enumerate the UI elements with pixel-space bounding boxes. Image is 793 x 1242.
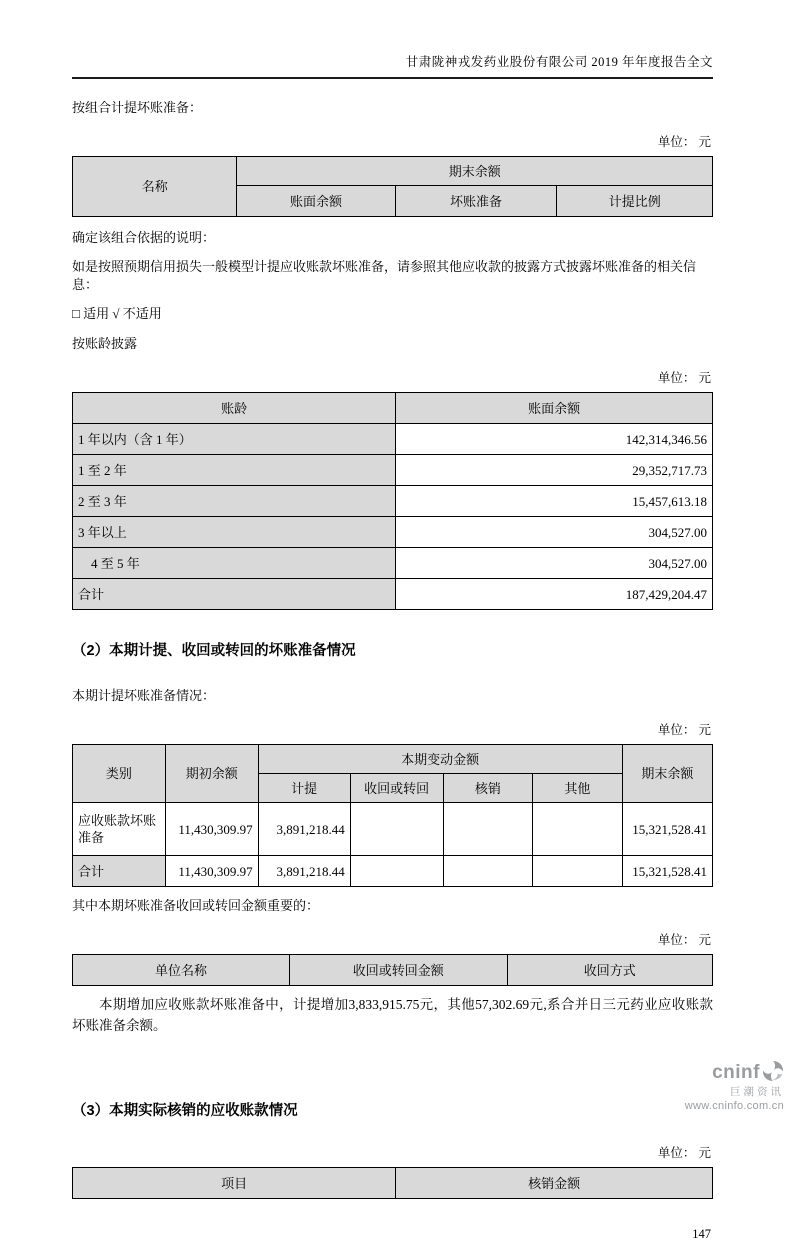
aging-row-label: 1 至 2 年 <box>73 455 396 486</box>
prov-row-recovered <box>350 803 443 856</box>
prov-col-writeoff: 核销 <box>443 774 533 803</box>
recovery-col-amount: 收回或转回金额 <box>289 955 507 986</box>
prov-col-recovered: 收回或转回 <box>350 774 443 803</box>
recovery-table <box>72 954 713 986</box>
unit-label-2: 单位： 元 <box>657 371 711 385</box>
prov-total-label: 合计 <box>73 856 166 887</box>
cninfo-logo-text: cninf <box>712 1061 760 1083</box>
prov-total-accrual: 3,891,218.44 <box>258 856 350 887</box>
aging-col-age: 账龄 <box>73 393 396 424</box>
page-number: 147 <box>692 1227 711 1241</box>
table-row <box>73 548 713 579</box>
aging-row-label: 2 至 3 年 <box>73 486 396 517</box>
combo-provision-table <box>72 156 713 217</box>
aging-row-value: 15,457,613.18 <box>396 486 713 517</box>
section-3-heading: （3）本期实际核销的应收账款情况 <box>72 1103 298 1119</box>
aging-row-label: 3 年以上 <box>73 517 396 548</box>
combo-col-provision-ratio: 计提比例 <box>557 186 713 217</box>
writeoff-col-item: 项目 <box>73 1168 396 1199</box>
writeoff-table <box>72 1167 713 1199</box>
table-row <box>73 856 713 887</box>
aging-row-label: 1 年以内（含 1 年） <box>73 424 396 455</box>
table-row <box>73 486 713 517</box>
provision-note-paragraph: 本期增加应收账款坏账准备中，计提增加3,833,915.75元，其他57,302.69元,系合并日三元药业应收账款坏账准备余额。 <box>72 997 713 1033</box>
unit-label-5: 单位： 元 <box>657 1146 711 1160</box>
prov-total-opening: 11,430,309.97 <box>165 856 258 887</box>
aging-row-value: 29,352,717.73 <box>396 455 713 486</box>
combo-col-bad-debt-provision: 坏账准备 <box>395 186 557 217</box>
writeoff-col-amount: 核销金额 <box>396 1168 713 1199</box>
applicable-line: □ 适用 √ 不适用 <box>72 306 162 321</box>
prov-col-opening: 期初余额 <box>165 745 258 803</box>
prov-row-other <box>533 803 623 856</box>
section-2-heading: （2）本期计提、收回或转回的坏账准备情况 <box>72 643 356 659</box>
prov-total-closing: 15,321,528.41 <box>622 856 712 887</box>
aging-caption: 按账龄披露 <box>72 336 138 351</box>
prov-col-accrual: 计提 <box>258 774 350 803</box>
table-row <box>73 803 713 856</box>
cninfo-logo-url: www.cninfo.com.cn <box>684 1099 784 1112</box>
recovery-col-entity: 单位名称 <box>73 955 290 986</box>
combo-col-closing-group: 期末余额 <box>237 157 713 186</box>
aging-row-value: 142,314,346.56 <box>396 424 713 455</box>
prov-col-change-group: 本期变动金额 <box>258 745 622 774</box>
unit-label-3: 单位： 元 <box>657 723 711 737</box>
recovery-col-method: 收回方式 <box>507 955 712 986</box>
table-row <box>73 579 713 610</box>
aging-col-book-balance: 账面余额 <box>396 393 713 424</box>
cninfo-logo-row <box>685 1060 784 1087</box>
cninfo-logo-subtitle: 巨潮资讯 <box>730 1086 784 1099</box>
cninfo-logo <box>685 1060 784 1112</box>
unit-label-4: 单位： 元 <box>657 933 711 947</box>
prov-total-recovered <box>350 856 443 887</box>
aging-row-value: 304,527.00 <box>396 517 713 548</box>
combo-col-name: 名称 <box>73 157 237 217</box>
ecl-note: 如是按照预期信用损失一般模型计提应收账款坏账准备，请参照其他应收款的披露方式披露坏账准备的相关信息： <box>72 259 697 292</box>
aging-row-value: 304,527.00 <box>396 548 713 579</box>
prov-row-opening: 11,430,309.97 <box>165 803 258 856</box>
aging-row-label: 合计 <box>73 579 396 610</box>
doc-header-title: 甘肃陇神戎发药业股份有限公司 2019 年年度报告全文 <box>405 55 713 69</box>
prov-col-category: 类别 <box>73 745 166 803</box>
doc-header <box>72 52 713 79</box>
aging-row-label: 4 至 5 年 <box>73 548 396 579</box>
unit-label-1: 单位： 元 <box>657 135 711 149</box>
provision-intro: 本期计提坏账准备情况： <box>72 688 216 703</box>
table-row <box>73 517 713 548</box>
combo-provision-intro: 按组合计提坏账准备： <box>72 100 203 115</box>
prov-col-other: 其他 <box>533 774 623 803</box>
prov-row-writeoff <box>443 803 533 856</box>
prov-total-writeoff <box>443 856 533 887</box>
prov-row-category: 应收账款坏账准备 <box>73 803 166 856</box>
table-row <box>73 455 713 486</box>
combo-col-book-balance: 账面余额 <box>237 186 395 217</box>
aging-row-value: 187,429,204.47 <box>396 579 713 610</box>
basis-note: 确定该组合依据的说明： <box>72 230 216 245</box>
provision-movement-table <box>72 744 713 887</box>
prov-row-closing: 15,321,528.41 <box>622 803 712 856</box>
aging-table <box>72 392 713 610</box>
prov-total-other <box>533 856 623 887</box>
cninfo-swirl-icon <box>762 1060 784 1087</box>
recovery-caption: 其中本期坏账准备收回或转回金额重要的： <box>72 898 320 913</box>
table-row <box>73 424 713 455</box>
prov-col-closing: 期末余额 <box>622 745 712 803</box>
prov-row-accrual: 3,891,218.44 <box>258 803 350 856</box>
